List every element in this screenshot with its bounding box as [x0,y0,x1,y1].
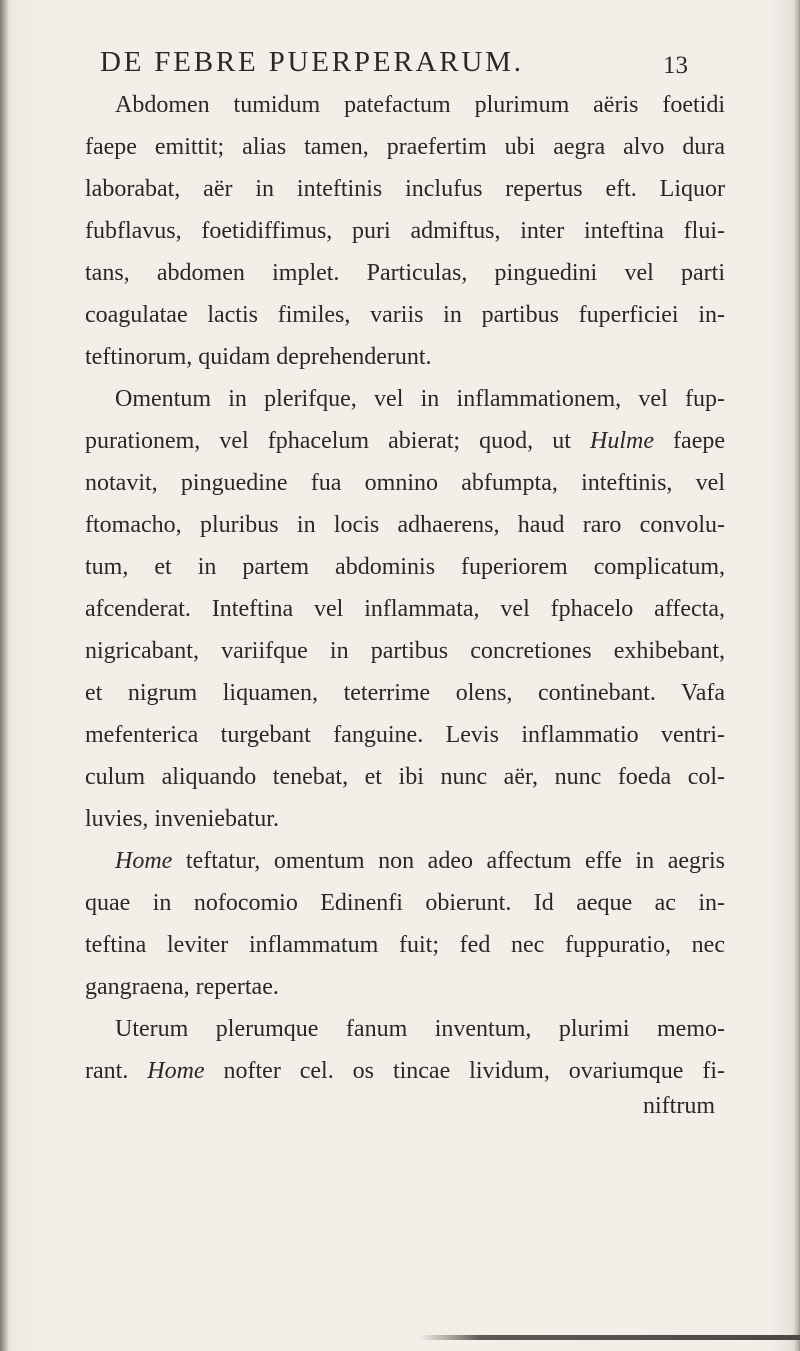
line-text: culum aliquando tenebat, et ibi nunc aër, nunc foeda col- [85,764,725,790]
text-line [85,630,725,672]
line-text: mefenterica turgebant fanguine. Levis inflammatio ventri- [85,722,725,748]
text-line [85,714,725,756]
text-line [85,1050,725,1092]
line-text: et nigrum liquamen, teterrime olens, continebant. Vafa [85,680,725,706]
text-line [85,84,725,126]
line-text: Omentum in plerifque, vel in inflammationem, vel fup- [115,386,725,412]
line-text: afcenderat. Inteftina vel inflammata, vel fphacelo affecta, [85,596,725,622]
line-text: luvies, inveniebatur. [85,806,279,832]
line-text: gangraena, repertae. [85,974,279,1000]
text-line [85,882,725,924]
line-text: quae in nofocomio Edinenfi obierunt. Id aeque ac in- [85,890,725,916]
text-line [85,672,725,714]
line-text: ftomacho, pluribus in locis adhaerens, haud raro convolu- [85,512,725,538]
text-line [85,1008,725,1050]
text-line [85,336,725,378]
line-text: teftatur, omentum non adeo affectum effe in aegris [172,848,725,874]
text-line [85,966,725,1008]
text-line [85,924,725,966]
line-text: coagulatae lactis fimiles, variis in partibus fuperficiei in- [85,302,725,328]
line-text: nigricabant, variifque in partibus concretiones exhibebant, [85,638,725,664]
line-text: fubflavus, foetidiffimus, puri admiftus, inter inteftina flui- [85,218,725,244]
line-text: Uterum plerumque fanum inventum, plurimi memo- [115,1016,725,1042]
cited-author: Home [147,1058,205,1084]
page-number: 13 [663,52,688,79]
line-text: nofter cel. os tincae lividum, ovariumque fi- [204,1058,725,1084]
text-line [85,546,725,588]
text-line [85,462,725,504]
text-line [85,420,725,462]
text-line [85,168,725,210]
text-line [85,252,725,294]
line-text: teftina leviter inflammatum fuit; fed nec fuppuratio, nec [85,932,725,958]
line-text: laborabat, aër in inteftinis inclufus repertus eft. Liquor [85,176,725,202]
line-text: faepe [653,428,725,454]
text-line [85,210,725,252]
line-text: teftinorum, quidam deprehenderunt. [85,344,432,370]
text-line [85,294,725,336]
catchword: niftrum [643,1093,715,1119]
line-text: purationem, vel fphacelum abierat; quod, ut [85,428,590,454]
page-edge-shadow [794,0,800,1351]
cited-author: Hulme [589,428,654,454]
line-text: notavit, pinguedine fua omnino abfumpta, inteftinis, vel [85,470,725,496]
page-header [100,46,690,86]
text-line [85,840,725,882]
line-text: Abdomen tumidum patefactum plurimum aëris foetidi [115,92,725,118]
line-text: tans, abdomen implet. Particulas, pinguedini vel parti [85,260,725,286]
line-text: tum, et in partem abdominis fuperiorem complicatum, [85,554,725,580]
text-line [85,378,725,420]
text-line [85,504,725,546]
line-text: rant. [85,1058,148,1084]
text-line [85,588,725,630]
page-gutter-shadow [0,0,9,1351]
text-line [85,798,725,840]
running-head: DE FEBRE PUERPERARUM. [100,46,524,78]
body-text [85,84,725,1092]
page-bottom-edge [420,1335,800,1340]
cited-author: Home [115,848,173,874]
line-text: faepe emittit; alias tamen, praefertim ubi aegra alvo dura [85,134,725,160]
text-line [85,756,725,798]
text-line [85,126,725,168]
